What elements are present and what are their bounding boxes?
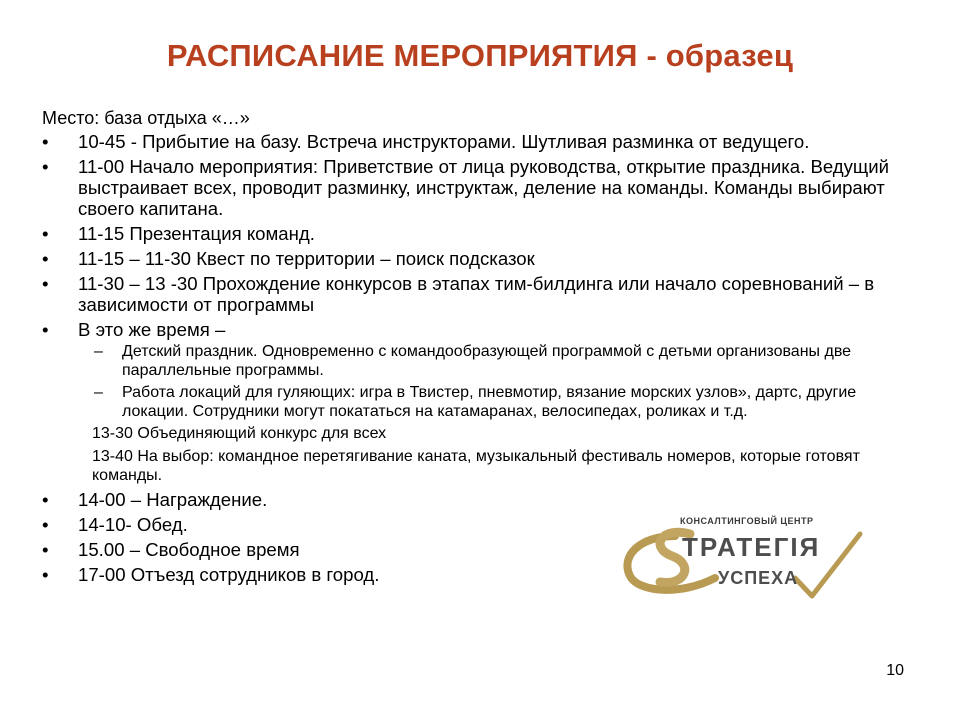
dash-icon: –	[94, 343, 103, 360]
bullet-icon: •	[42, 489, 49, 510]
schedule-item	[42, 489, 922, 510]
schedule-item-text: В это же время –	[78, 319, 226, 340]
bullet-icon: •	[42, 248, 49, 269]
bullet-icon: •	[42, 319, 49, 340]
schedule-item-text: 14-00 – Награждение.	[78, 489, 268, 510]
sub-item-text: Детский праздник. Одновременно с командообразующей программой с детьми организованы две параллельные программы.	[122, 343, 852, 379]
bullet-icon: •	[42, 273, 49, 294]
bullet-icon: •	[42, 156, 49, 177]
event-location: Место: база отдыха «…»	[42, 108, 250, 128]
schedule-item-text: 11-00 Начало мероприятия: Приветствие от лица руководства, открытие праздника. Ведущий выстраивает всех, проводит разминку, инструктаж, деление на команды. Команды выбирают своего капитана.	[78, 156, 889, 219]
page-number: 10	[886, 662, 904, 679]
sub-item	[78, 383, 922, 421]
schedule-item-text: 17-00 Отъезд сотрудников в город.	[78, 564, 380, 585]
logo-tagline: КОНСАЛТИНГОВЫЙ ЦЕНТР	[680, 516, 814, 526]
schedule-item	[42, 248, 922, 269]
schedule-item	[42, 131, 922, 152]
sub-item	[78, 342, 922, 380]
schedule-item	[42, 273, 922, 315]
schedule-item-text: 11-30 – 13 -30 Прохождение конкурсов в этапах тим-билдинга или начало соревнований – в зависимости от программы	[78, 273, 875, 315]
sub-item-text: Работа локаций для гуляющих: игра в Твистер, пневмотир, вязание морских узлов», дартс, другие локации. Сотрудники могут покататься на катамаранах, велосипедах, роликах и т.д.	[122, 384, 857, 420]
bullet-icon: •	[42, 564, 49, 585]
plain-line: 13-30 Объединяющий конкурс для всех	[92, 425, 387, 442]
plain-line: 13-40 На выбор: командное перетягивание каната, музыкальный фестиваль номеров, которые готовят команды.	[92, 448, 860, 484]
logo-word-strategy: ТРАТЕГIЯ	[682, 532, 821, 562]
schedule-item-text: 15.00 – Свободное время	[78, 539, 300, 560]
company-logo	[620, 516, 870, 606]
bullet-icon: •	[42, 514, 49, 535]
slide-title: РАСПИСАНИЕ МЕРОПРИЯТИЯ - образец	[166, 38, 794, 73]
parallel-activities-list	[78, 342, 922, 421]
schedule-item	[42, 156, 922, 219]
dash-icon: –	[94, 384, 103, 401]
logo-word-success: УСПЕХА	[718, 568, 799, 588]
bullet-icon: •	[42, 539, 49, 560]
schedule-item	[42, 223, 922, 244]
bullet-icon: •	[42, 131, 49, 152]
bullet-icon: •	[42, 223, 49, 244]
schedule-item-text: 14-10- Обед.	[78, 514, 188, 535]
schedule-item	[42, 319, 922, 485]
schedule-item-text: 11-15 – 11-30 Квест по территории – поиск подсказок	[78, 248, 535, 269]
schedule-item-text: 10-45 - Прибытие на базу. Встреча инструкторами. Шутливая разминка от ведущего.	[78, 131, 810, 152]
schedule-item-text: 11-15 Презентация команд.	[78, 223, 315, 244]
